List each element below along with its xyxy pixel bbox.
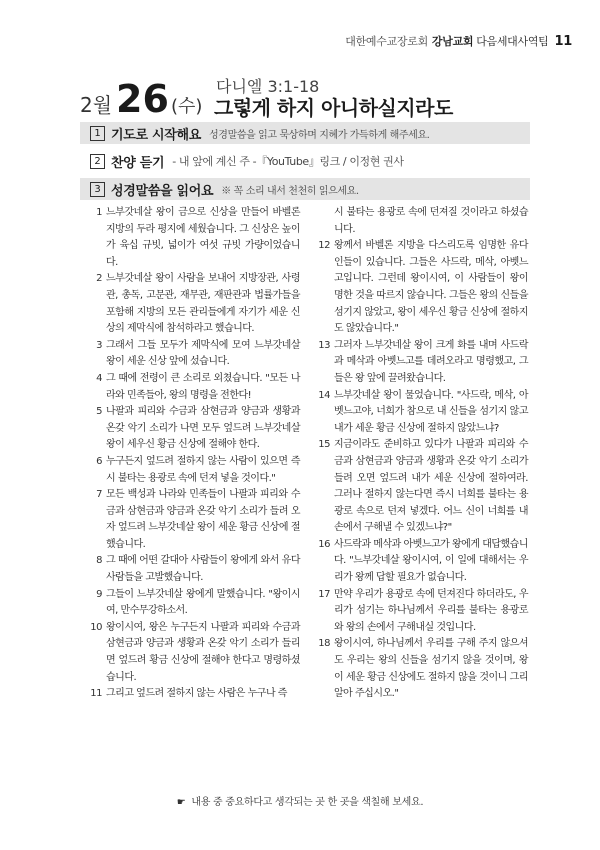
verse-number: 1 — [96, 207, 102, 218]
verse-number: 5 — [96, 406, 102, 418]
verse — [88, 454, 300, 487]
verse — [88, 205, 300, 271]
step-reading — [80, 178, 530, 200]
date-weekday: (수) — [170, 96, 203, 117]
verse-text: 그들이 느부갓네살 왕에게 말했습니다. "왕이시여, 만수무강하소서. — [106, 588, 300, 617]
scripture-columns — [88, 205, 528, 703]
step-number: 2 — [90, 154, 105, 169]
verse-number: 10 — [90, 621, 102, 633]
header-church: 강남교회 — [431, 35, 474, 48]
step-desc: - 내 앞에 계신 주 -『YouTube』링크 / 이정현 권사 — [172, 155, 404, 168]
verse — [88, 338, 300, 371]
verse-number: 2 — [96, 273, 102, 285]
verse-text: 지금이라도 준비하고 있다가 나팔과 피리와 수금과 삼현금과 양금과 생황과 온갖 악기 소리가 들려 오면 엎드려 내가 세운 신상에 절하여라. 그러나 절하지 않는다면 즉시 너희를 불타는 용광로 속으로 던져 넣겠다. 어느 신이 너희를 내 손에서 구해낼 수 있겠느냐?" — [334, 439, 528, 534]
verse-text: 왕께서 바벨론 지방을 다스리도록 임명한 유다 인들이 있습니다. 그들은 사드락, 메삭, 아벳느고입니다. 그런데 왕이시여, 이 사람들이 왕이 명한 것을 따르지 않습니다. 그들은 왕의 신들을 섬기지 않았고, 왕이 세우신 황금 신상에 절하지도 않았습니다." — [334, 240, 528, 335]
verse — [88, 487, 300, 553]
verse-number: 15 — [318, 439, 330, 451]
verse-number: 14 — [318, 389, 330, 401]
verse-number: 4 — [96, 372, 102, 384]
passage-title: 그렇게 하지 아니하실지라도 — [214, 96, 453, 120]
verse-text: 누구든지 엎드려 절하지 않는 사람이 있으면 즉시 불타는 용광로 속에 던져 넣을 것이다." — [106, 455, 300, 484]
step-number: 3 — [90, 182, 105, 197]
verse-text: 왕이시여, 왕은 누구든지 나팔과 피리와 수금과 삼현금과 양금과 생황과 온갖 악기 소리가 들리면 엎드려 황금 신상에 절해야 한다고 명령하셨습니다. — [106, 621, 300, 683]
verse-text: 시 불타는 용광로 속에 던져질 것이라고 하셨습니다. — [334, 207, 528, 235]
verse-text: 모든 백성과 나라와 민족들이 나팔과 피리와 수금과 삼현금과 양금과 온갖 악기 소리가 들려 오자 엎드려 느부갓네살 왕이 세운 황금 신상에 절했습니다. — [106, 489, 300, 550]
step-label: 성경말씀을 읽어요 — [111, 183, 214, 199]
verse-number: 12 — [318, 240, 330, 252]
verse-number: 11 — [90, 688, 102, 700]
verse — [316, 437, 528, 537]
step-desc: 성경말씀을 읽고 묵상하며 지혜가 가득하게 해주세요. — [209, 129, 430, 141]
verse-text: 나팔과 피리와 수금과 삼현금과 양금과 생황과 온갖 악기 소리가 나면 모두 엎드려 느부갓네살 왕이 세우신 황금 신상에 절해야 한다. — [106, 406, 300, 451]
verse-text: 느부갓네살 왕이 금으로 신상을 만들어 바벨론 지방의 두라 평지에 세웠습니다. 그 신상은 높이가 육십 규빗, 넓이가 여섯 규빗 가량이었습니다. — [106, 207, 300, 268]
page-header — [345, 33, 572, 49]
verse — [316, 388, 528, 438]
footer-text: 내용 중 중요하다고 생각되는 곳 한 곳을 색칠해 보세요. — [191, 797, 424, 808]
verse-number: 18 — [318, 638, 330, 650]
step-desc: ※ 꼭 소리 내서 천천히 읽으세요. — [221, 185, 359, 197]
verse-text: 왕이시여, 하나님께서 우리를 구해 주지 않으셔도 우리는 왕의 신들을 섬기지 않을 것이며, 왕이 세운 황금 신상에도 절하지 않을 것이니 그리 알아 주십시오." — [334, 638, 528, 700]
scripture-column-left — [88, 205, 300, 703]
step-number: 1 — [90, 126, 105, 141]
verse-text: 그 때에 전령이 큰 소리로 외쳤습니다. "모든 나라와 민족들아, 왕의 명령을 전한다! — [106, 372, 300, 401]
date-block — [80, 77, 203, 121]
page-number: 11 — [554, 34, 572, 49]
verse — [88, 587, 300, 620]
verse-number: 7 — [96, 489, 102, 501]
verse-number: 8 — [96, 555, 102, 567]
verse — [88, 620, 300, 686]
verse — [88, 271, 300, 337]
scripture-column-right — [316, 205, 528, 703]
header-team: 다음세대사역팀 — [476, 35, 549, 48]
verse-text: 느부갓네살 왕이 물었습니다. "사드락, 메삭, 아벳느고야, 너희가 참으로 내 신들을 섬기지 않고 내가 세운 황금 신상에 절하지 않았느냐? — [334, 389, 528, 434]
verse — [316, 238, 528, 338]
step-label: 기도로 시작해요 — [111, 127, 202, 143]
date-month: 2월 — [80, 93, 113, 117]
step-praise — [80, 150, 530, 172]
verse — [316, 537, 528, 587]
verse — [316, 205, 528, 238]
verse-text: 그리고 엎드려 절하지 않는 사람은 누구나 즉 — [106, 688, 287, 700]
pointing-hand-icon: ☛ — [176, 797, 186, 808]
verse-number: 6 — [96, 455, 102, 467]
steps-list — [80, 122, 530, 206]
verse-number: 16 — [318, 538, 330, 550]
verse-text: 그러자 느부갓네살 왕이 크게 화를 내며 사드락과 메삭과 아벳느고를 데려오라고 명령했고, 그들은 왕 앞에 끌려왔습니다. — [334, 339, 528, 384]
step-prayer — [80, 122, 530, 144]
verse-number: 3 — [96, 339, 102, 351]
verse — [88, 371, 300, 404]
step-label: 찬양 듣기 — [111, 155, 165, 171]
verse-text: 만약 우리가 용광로 속에 던져진다 하더라도, 우리가 섬기는 하나님께서 우리를 불타는 용광로와 왕의 손에서 구해내실 것입니다. — [334, 588, 528, 633]
verse-text: 사드락과 메삭과 아벳느고가 왕에게 대답했습니다. "느부갓네살 왕이시여, 이 일에 대해서는 우리가 왕께 답할 필요가 없습니다. — [334, 538, 528, 584]
footer-instruction — [0, 793, 600, 808]
verse-number: 13 — [318, 339, 330, 351]
verse — [88, 404, 300, 454]
verse — [88, 686, 300, 703]
passage-reference: 다니엘 3:1-18 — [216, 77, 320, 96]
verse — [316, 587, 528, 637]
verse-text: 그 때에 어떤 갈대아 사람들이 왕에게 와서 유다 사람들을 고발했습니다. — [106, 555, 300, 584]
date-day: 26 — [116, 77, 169, 121]
verse-text: 느부갓네살 왕이 사람을 보내어 지방장관, 사령관, 총독, 고문관, 재무관, 재판관과 법률가들을 포함해 지방의 모든 관리들에게 자기가 세운 신상의 제막식에 참석하라고 했습니다. — [106, 273, 300, 335]
verse-number: 9 — [96, 588, 102, 600]
verse-text: 그래서 그들 모두가 제막식에 모여 느부갓네살 왕이 세운 신상 앞에 섰습니다. — [106, 339, 300, 368]
verse-number: 17 — [318, 588, 330, 600]
header-org: 대한예수교장로회 — [345, 35, 428, 48]
verse — [88, 553, 300, 586]
verse — [316, 338, 528, 388]
verse — [316, 636, 528, 702]
